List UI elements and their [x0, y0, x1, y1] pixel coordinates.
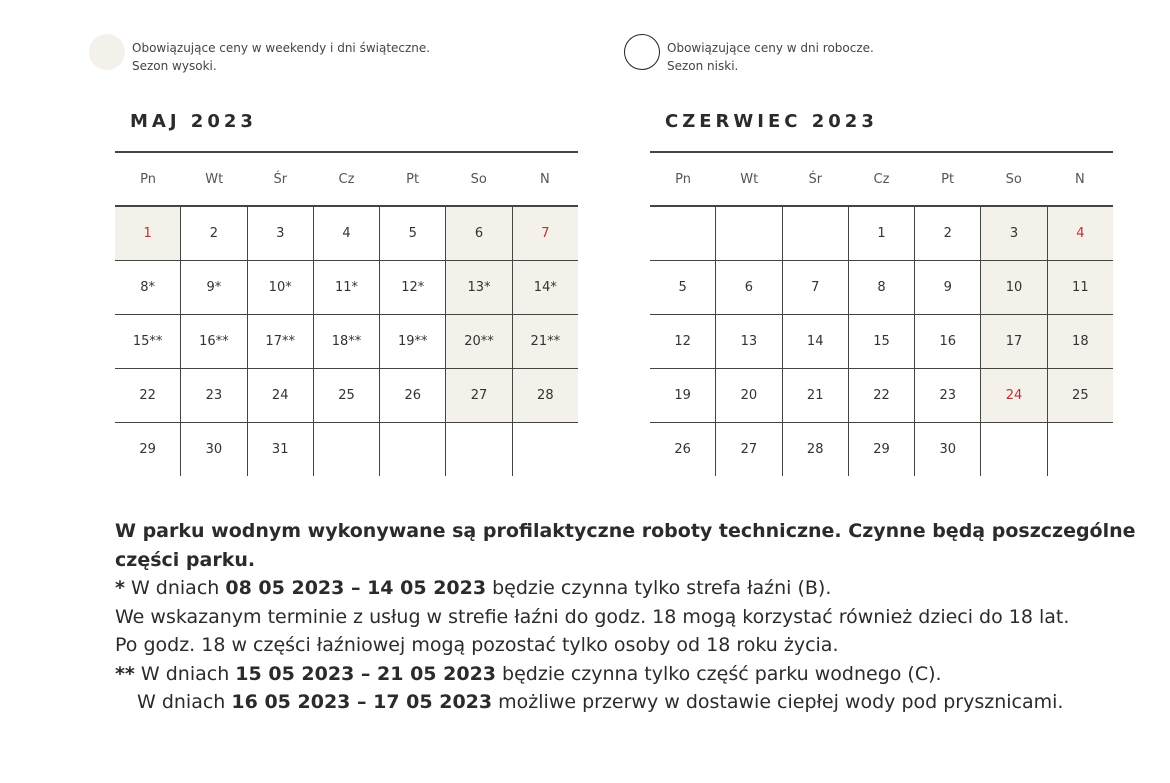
calendar-day-cell: 12* — [380, 261, 446, 314]
calendar-week-row — [650, 207, 1113, 261]
calendar-day-cell: 2 — [181, 207, 247, 260]
note-mark-4: ** — [115, 662, 135, 685]
calendar-day-cell: 7 — [513, 207, 578, 260]
calendar-day-cell: 22 — [115, 369, 181, 422]
calendar-week-row — [115, 423, 578, 476]
low-season-swatch — [624, 34, 660, 70]
calendar-day-cell — [783, 207, 849, 260]
weekday-label: Wt — [740, 172, 759, 187]
legend-low-text — [667, 34, 874, 75]
calendar-day-cell — [446, 423, 512, 476]
weekday-label: Śr — [808, 172, 823, 187]
calendar-day-cell: 12 — [650, 315, 716, 368]
calendar-day-cell: 14 — [783, 315, 849, 368]
calendar-day-cell — [1048, 423, 1113, 476]
calendar-week-row — [650, 315, 1113, 369]
calendar-day-cell: 1 — [115, 207, 181, 260]
notes — [115, 517, 1155, 717]
calendar-day-cell: 16** — [181, 315, 247, 368]
calendar-day-cell — [513, 423, 578, 476]
calendar-day-cell: 15 — [849, 315, 915, 368]
note-line-4 — [115, 660, 1155, 689]
calendar-day-cell: 6 — [716, 261, 782, 314]
weekday-label: Cz — [338, 172, 355, 187]
calendar-week-row — [650, 423, 1113, 476]
weekday-label: Pn — [675, 172, 691, 187]
weekday-label: Wt — [205, 172, 224, 187]
calendar-day-cell: 25 — [1048, 369, 1113, 422]
note-1-pre: W dniach — [124, 577, 226, 599]
calendar-day-cell: 28 — [513, 369, 578, 422]
calendar-day-cell: 10 — [981, 261, 1047, 314]
calendar-day-cell: 4 — [1048, 207, 1113, 260]
high-season-swatch — [89, 34, 125, 70]
calendar-day-cell: 26 — [650, 423, 716, 476]
calendar-day-cell: 3 — [981, 207, 1047, 260]
calendar-day-cell: 18 — [1048, 315, 1113, 368]
legend-low-season — [624, 34, 874, 75]
note-1-dates: 08 05 2023 – 14 05 2023 — [225, 577, 487, 599]
calendar-day-cell: 10* — [248, 261, 314, 314]
legend-high-season — [89, 34, 430, 75]
calendar-day-cell: 31 — [248, 423, 314, 476]
calendar-day-cell: 14* — [513, 261, 578, 314]
calendar-day-cell: 5 — [380, 207, 446, 260]
note-line-2: We wskazanym terminie z usług w strefie łaźni do godz. 18 mogą korzystać również dzieci do 18 lat. — [115, 605, 1070, 628]
calendar-day-cell: 17 — [981, 315, 1047, 368]
calendar-day-cell: 22 — [849, 369, 915, 422]
calendar-day-cell: 27 — [716, 423, 782, 476]
calendar-day-cell: 13* — [446, 261, 512, 314]
weekday-label: Cz — [873, 172, 890, 187]
note-line-3: Po godz. 18 w części łaźniowej mogą pozostać tylko osoby od 18 roku życia. — [115, 634, 839, 656]
calendar-day-cell: 8* — [115, 261, 181, 314]
calendar-day-cell: 23 — [915, 369, 981, 422]
calendar-day-cell: 29 — [849, 423, 915, 476]
calendar-day-cell — [314, 423, 380, 476]
note-1-post: będzie czynna tylko strefa łaźni (B). — [486, 577, 832, 599]
notes-lead: W parku wodnym wykonywane są profilaktyczne roboty techniczne. Czynne będą poszczególne części parku. — [115, 520, 1136, 571]
calendar-day-cell: 9 — [915, 261, 981, 314]
weekday-label: Śr — [273, 172, 288, 187]
note-line-5 — [115, 688, 1155, 717]
weekday-label: N — [1075, 172, 1085, 187]
calendar-day-cell: 5 — [650, 261, 716, 314]
note-5-post: możliwe przerwy w dostawie ciepłej wody pod prysznicami. — [492, 691, 1064, 713]
calendar-day-cell: 17** — [248, 315, 314, 368]
calendar-week-row — [115, 315, 578, 369]
calendar-day-cell — [981, 423, 1047, 476]
weekday-header-row — [115, 153, 578, 207]
weekday-header-row — [650, 153, 1113, 207]
legend-low-line1: Obowiązujące ceny w dni robocze. — [667, 41, 874, 55]
calendar-week-row — [115, 369, 578, 423]
calendar-day-cell: 3 — [248, 207, 314, 260]
calendar-day-cell: 19 — [650, 369, 716, 422]
legend-high-line1: Obowiązujące ceny w weekendy i dni świąteczne. — [132, 41, 431, 55]
calendar-week-row — [115, 207, 578, 261]
calendar-day-cell: 25 — [314, 369, 380, 422]
calendar-week-row — [115, 261, 578, 315]
calendar-day-cell: 29 — [115, 423, 181, 476]
calendar-day-cell: 1 — [849, 207, 915, 260]
weekday-label: So — [470, 172, 487, 187]
weekday-label: Pn — [140, 172, 156, 187]
note-4-dates: 15 05 2023 – 21 05 2023 — [235, 662, 497, 685]
calendar-day-cell: 28 — [783, 423, 849, 476]
note-line-1 — [115, 574, 1155, 603]
weekday-label: So — [1005, 172, 1022, 187]
calendar-june — [650, 110, 1113, 476]
calendar-day-cell — [650, 207, 716, 260]
calendar-day-cell: 20** — [446, 315, 512, 368]
legend-high-line2: Sezon wysoki. — [132, 59, 217, 73]
calendar-day-cell: 30 — [915, 423, 981, 476]
calendar-day-cell: 8 — [849, 261, 915, 314]
calendar-day-cell: 15** — [115, 315, 181, 368]
calendar-day-cell: 19** — [380, 315, 446, 368]
calendar-day-cell: 23 — [181, 369, 247, 422]
calendar-day-cell: 13 — [716, 315, 782, 368]
calendar-day-cell: 11 — [1048, 261, 1113, 314]
calendar-day-cell: 6 — [446, 207, 512, 260]
note-4-pre: W dniach — [134, 662, 236, 685]
note-5-pre: W dniach — [137, 691, 232, 713]
calendar-day-cell: 2 — [915, 207, 981, 260]
calendar-day-cell: 21** — [513, 315, 578, 368]
calendar-day-cell: 18** — [314, 315, 380, 368]
calendar-day-cell: 11* — [314, 261, 380, 314]
calendar-day-cell: 9* — [181, 261, 247, 314]
calendar-week-row — [650, 261, 1113, 315]
calendar-day-cell: 4 — [314, 207, 380, 260]
weekday-label: N — [540, 172, 550, 187]
calendar-may — [115, 110, 578, 476]
calendar-day-cell: 7 — [783, 261, 849, 314]
note-mark-1: * — [115, 577, 125, 599]
calendar-day-cell: 27 — [446, 369, 512, 422]
weekday-label: Pt — [941, 172, 955, 187]
calendar-day-cell — [380, 423, 446, 476]
note-5-dates: 16 05 2023 – 17 05 2023 — [231, 691, 493, 713]
legend-high-text — [132, 34, 430, 75]
legend-low-line2: Sezon niski. — [667, 59, 739, 73]
calendar-day-cell: 21 — [783, 369, 849, 422]
calendar-title: CZERWIEC 2023 — [665, 111, 878, 132]
calendar-day-cell: 20 — [716, 369, 782, 422]
weekday-label: Pt — [406, 172, 420, 187]
note-4-post: będzie czynna tylko część parku wodnego (C). — [496, 662, 942, 685]
calendar-day-cell — [716, 207, 782, 260]
calendar-title: MAJ 2023 — [130, 111, 257, 132]
calendar-week-row — [650, 369, 1113, 423]
calendar-day-cell: 24 — [248, 369, 314, 422]
calendar-day-cell: 16 — [915, 315, 981, 368]
calendar-day-cell: 26 — [380, 369, 446, 422]
calendar-day-cell: 30 — [181, 423, 247, 476]
calendar-day-cell: 24 — [981, 369, 1047, 422]
